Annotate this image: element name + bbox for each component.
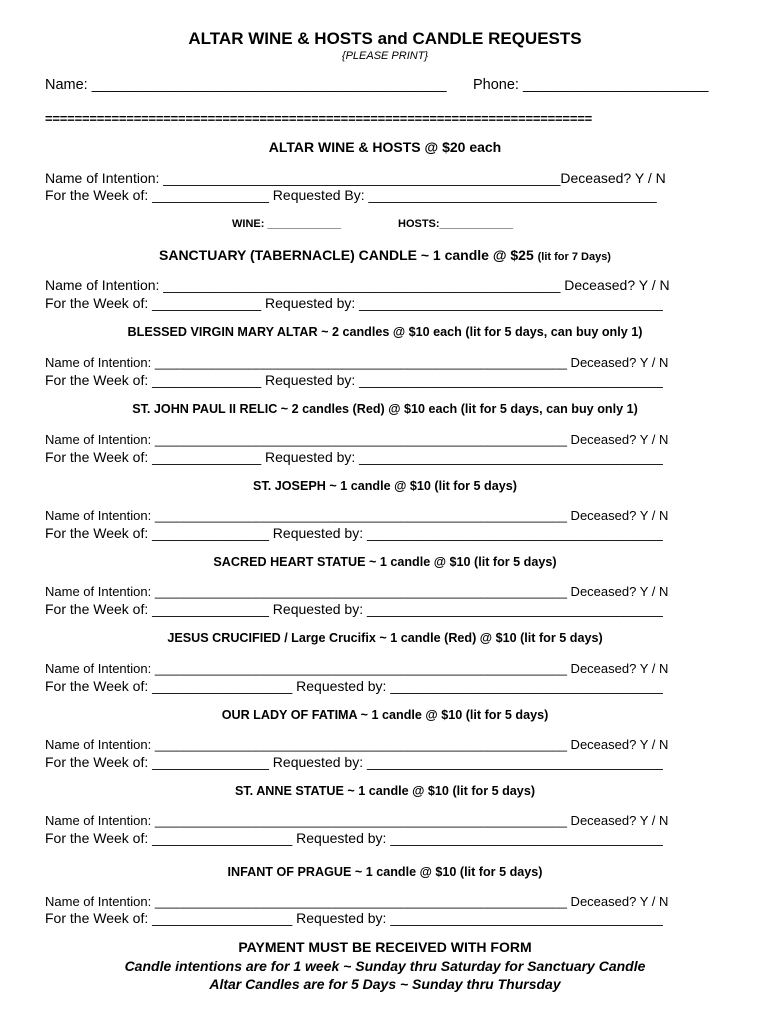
hosts-field[interactable]: HOSTS:____________ [398, 218, 513, 230]
fatima-intention-field[interactable]: Name of Intention: _________________________________________________________ Deceased? Y / N [45, 737, 669, 752]
section-heading-joseph: ST. JOSEPH ~ 1 candle @ $10 (lit for 5 days) [253, 479, 517, 493]
prague-intention-field[interactable]: Name of Intention: _________________________________________________________ Deceased? Y / N [45, 894, 669, 909]
joseph-week-field[interactable]: For the Week of: _______________ Requested by: ______________________________________ [45, 525, 663, 541]
candle-week-note: Candle intentions are for 1 week ~ Sunday thru Saturday for Sanctuary Candle [124, 958, 646, 974]
sanctuary-week-field[interactable]: For the Week of: ______________ Requested by: _______________________________________ [45, 295, 663, 311]
altar-candle-note: Altar Candles are for 5 Days ~ Sunday thru Thursday [209, 976, 561, 992]
wine-hosts-heading: ALTAR WINE & HOSTS @ $20 each [268, 139, 502, 155]
section-heading-bvm: BLESSED VIRGIN MARY ALTAR ~ 2 candles @ $10 each (lit for 5 days, can buy only 1) [127, 325, 643, 339]
joseph-intention-field[interactable]: Name of Intention: _________________________________________________________ Deceased? Y / N [45, 508, 669, 523]
sanctuary-intention-field[interactable]: Name of Intention: ___________________________________________________ Deceased? Y / N [45, 277, 670, 293]
crucifix-week-field[interactable]: For the Week of: __________________ Requested by: ___________________________________ [45, 678, 663, 694]
wine-field[interactable]: WINE: ____________ [232, 218, 341, 230]
form-title: ALTAR WINE & HOSTS and CANDLE REQUESTS [188, 29, 582, 48]
wine-hosts-intention-field[interactable]: Name of Intention: ___________________________________________________Deceased? Y / N [45, 170, 666, 186]
jp2-week-field[interactable]: For the Week of: ______________ Requested by: _______________________________________ [45, 449, 663, 465]
wine-hosts-week-field[interactable]: For the Week of: _______________ Requested By: _____________________________________ [45, 187, 657, 203]
payment-notice: PAYMENT MUST BE RECEIVED WITH FORM [238, 939, 532, 955]
prague-week-field[interactable]: For the Week of: __________________ Requested by: ___________________________________ [45, 910, 663, 926]
form-subtitle: {PLEASE PRINT} [341, 50, 429, 62]
sacred-heart-week-field[interactable]: For the Week of: _______________ Requested by: ______________________________________ [45, 601, 663, 617]
section-heading-fatima: OUR LADY OF FATIMA ~ 1 candle @ $10 (lit for 5 days) [221, 708, 549, 722]
sanctuary-heading [0, 248, 770, 263]
sacred-heart-intention-field[interactable]: Name of Intention: _________________________________________________________ Deceased? Y / N [45, 584, 669, 599]
section-heading-prague: INFANT OF PRAGUE ~ 1 candle @ $10 (lit for 5 days) [227, 865, 543, 879]
section-heading-crucifix: JESUS CRUCIFIED / Large Crucifix ~ 1 candle (Red) @ $10 (lit for 5 days) [167, 631, 603, 645]
section-heading-sacred-heart: SACRED HEART STATUE ~ 1 candle @ $10 (lit for 5 days) [213, 555, 557, 569]
bvm-intention-field[interactable]: Name of Intention: _________________________________________________________ Deceased? Y / N [45, 355, 669, 370]
phone-field[interactable]: Phone: _______________________ [473, 77, 709, 93]
anne-intention-field[interactable]: Name of Intention: _________________________________________________________ Deceased? Y / N [45, 813, 669, 828]
fatima-week-field[interactable]: For the Week of: _______________ Requested by: ______________________________________ [45, 754, 663, 770]
sanctuary-heading-main: SANCTUARY (TABERNACLE) CANDLE ~ 1 candle @ $25 [159, 247, 538, 263]
crucifix-intention-field[interactable]: Name of Intention: _________________________________________________________ Deceased? Y / N [45, 661, 669, 676]
sanctuary-heading-note: (lit for 7 Days) [537, 251, 611, 263]
section-heading-jp2: ST. JOHN PAUL II RELIC ~ 2 candles (Red) @ $10 each (lit for 5 days, can buy only 1) [132, 402, 638, 416]
separator: ========================================================================== [45, 112, 592, 125]
bvm-week-field[interactable]: For the Week of: ______________ Requested by: _______________________________________ [45, 372, 663, 388]
name-field[interactable]: Name: ____________________________________________ [45, 77, 447, 93]
section-heading-anne: ST. ANNE STATUE ~ 1 candle @ $10 (lit for 5 days) [234, 784, 536, 798]
anne-week-field[interactable]: For the Week of: __________________ Requested by: ___________________________________ [45, 830, 663, 846]
jp2-intention-field[interactable]: Name of Intention: _________________________________________________________ Deceased? Y / N [45, 432, 669, 447]
